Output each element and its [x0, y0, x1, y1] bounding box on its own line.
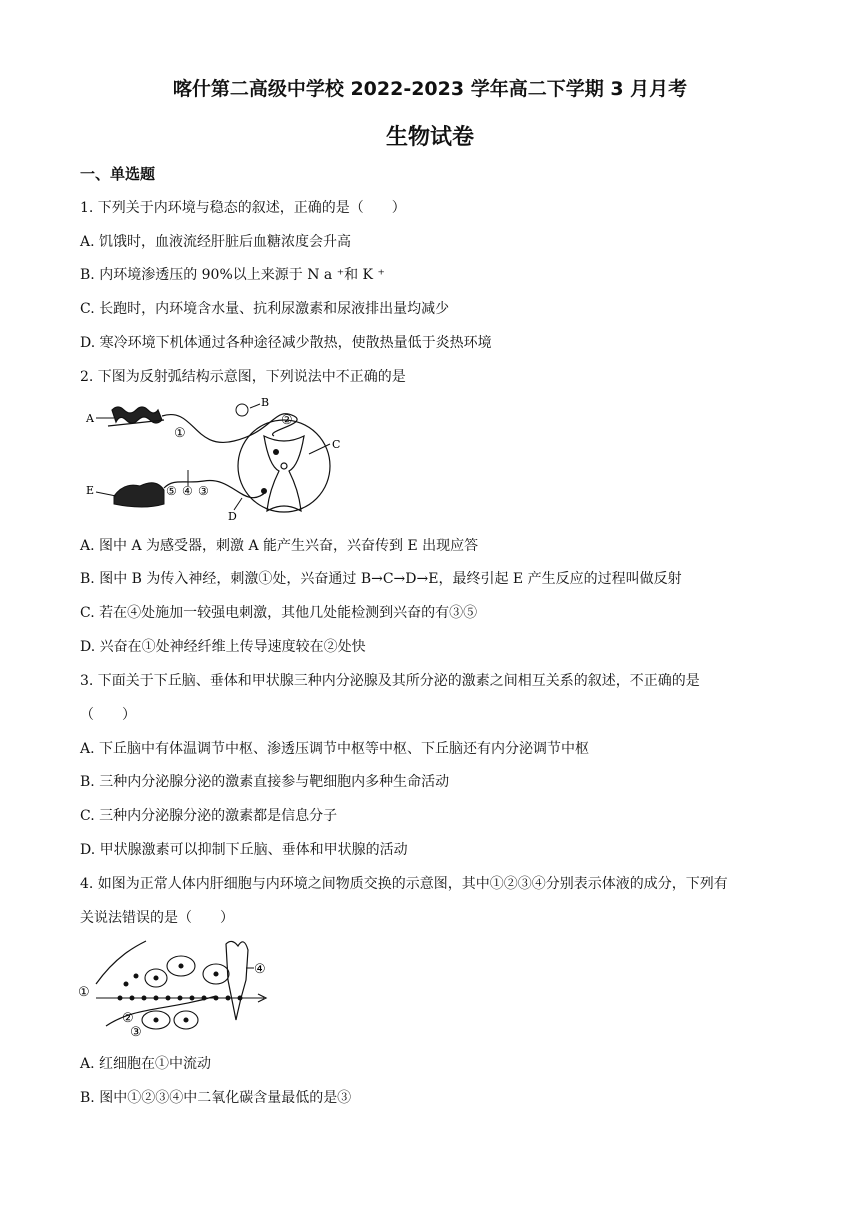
- q4-option-a: A. 红细胞在①中流动: [80, 1056, 212, 1072]
- label-b: B: [261, 396, 270, 409]
- lymph-capillary: [226, 941, 248, 1020]
- liver-cell-exchange-diagram: [76, 936, 276, 1040]
- fig2-marker-3: ③: [130, 1025, 142, 1040]
- label-e: E: [86, 484, 95, 497]
- label-a: A: [86, 412, 94, 425]
- efferent-nerve: [164, 481, 266, 498]
- fig2-marker-2: ②: [122, 1011, 134, 1026]
- q2-option-d: D. 兴奋在①处神经纤维上传导速度较在②处快: [80, 639, 366, 655]
- q3-option-d: D. 甲状腺激素可以抑制下丘脑、垂体和甲状腺的活动: [80, 842, 408, 858]
- exam-title: 喀什第二高级中学校 2022-2023 学年高二下学期 3 月月考: [172, 78, 688, 100]
- exam-subtitle: 生物试卷: [385, 125, 474, 150]
- q3-paren: （ ）: [80, 707, 136, 723]
- q3-option-a: A. 下丘脑中有体温调节中枢、渗透压调节中枢等中枢、下丘脑还有内分泌调节中枢: [80, 741, 590, 757]
- marker-4: ④: [182, 484, 193, 498]
- q1-option-a: A. 饥饿时，血液流经肝脏后血糖浓度会升高: [80, 234, 352, 250]
- q3-option-b: B. 三种内分泌腺分泌的激素直接参与靶细胞内多种生命活动: [80, 774, 450, 790]
- q4-stem-line2: 关说法错误的是（ ）: [80, 910, 234, 926]
- ganglion: [236, 404, 248, 416]
- q1-option-c: C. 长跑时，内环境含水量、抗利尿激素和尿液排出量均减少: [80, 301, 450, 317]
- q4-option-b: B. 图中①②③④中二氧化碳含量最低的是③: [80, 1090, 352, 1106]
- label-c: C: [332, 438, 341, 451]
- marker-3: ③: [198, 484, 209, 498]
- marker-1: ①: [174, 426, 186, 441]
- q1-stem: 1. 下列关于内环境与稳态的叙述，正确的是（ ）: [80, 200, 406, 216]
- reflex-arc-diagram: [84, 396, 354, 526]
- q2-option-c: C. 若在④处施加一较强电刺激，其他几处能检测到兴奋的有③⑤: [80, 605, 478, 621]
- liver-cells: [142, 956, 229, 1029]
- q4-stem-line1: 4. 如图为正常人体内肝细胞与内环境之间物质交换的示意图，其中①②③④分别表示体液的成分，下列有: [80, 876, 728, 892]
- blood-cells: [118, 974, 243, 1001]
- receptor-skin: [108, 407, 164, 426]
- section-heading: 一、单选题: [80, 165, 156, 183]
- effector-muscle: [114, 483, 164, 507]
- q3-option-c: C. 三种内分泌腺分泌的激素都是信息分子: [80, 808, 338, 824]
- q2-option-b: B. 图中 B 为传入神经，刺激①处，兴奋通过 B→C→D→E，最终引起 E 产生反应的过程叫做反射: [80, 571, 682, 587]
- q1-option-d: D. 寒冷环境下机体通过各种途径减少散热，使散热量低于炎热环境: [80, 335, 492, 351]
- fig2-marker-4: ④: [254, 962, 266, 977]
- q1-option-b: B. 内环境渗透压的 90%以上来源于 N a ⁺和 K ⁺: [80, 267, 385, 283]
- q2-option-a: A. 图中 A 为感受器，刺激 A 能产生兴奋，兴奋传到 E 出现应答: [80, 538, 479, 554]
- q2-stem: 2. 下图为反射弧结构示意图，下列说法中不正确的是: [80, 369, 406, 385]
- q3-stem: 3. 下面关于下丘脑、垂体和甲状腺三种内分泌腺及其所分泌的激素之间相互关系的叙述，不正确的是: [80, 673, 700, 689]
- marker-2: ②: [281, 413, 293, 428]
- label-d: D: [228, 510, 237, 523]
- fig2-marker-1: ①: [78, 985, 90, 1000]
- marker-5: ⑤: [166, 484, 177, 498]
